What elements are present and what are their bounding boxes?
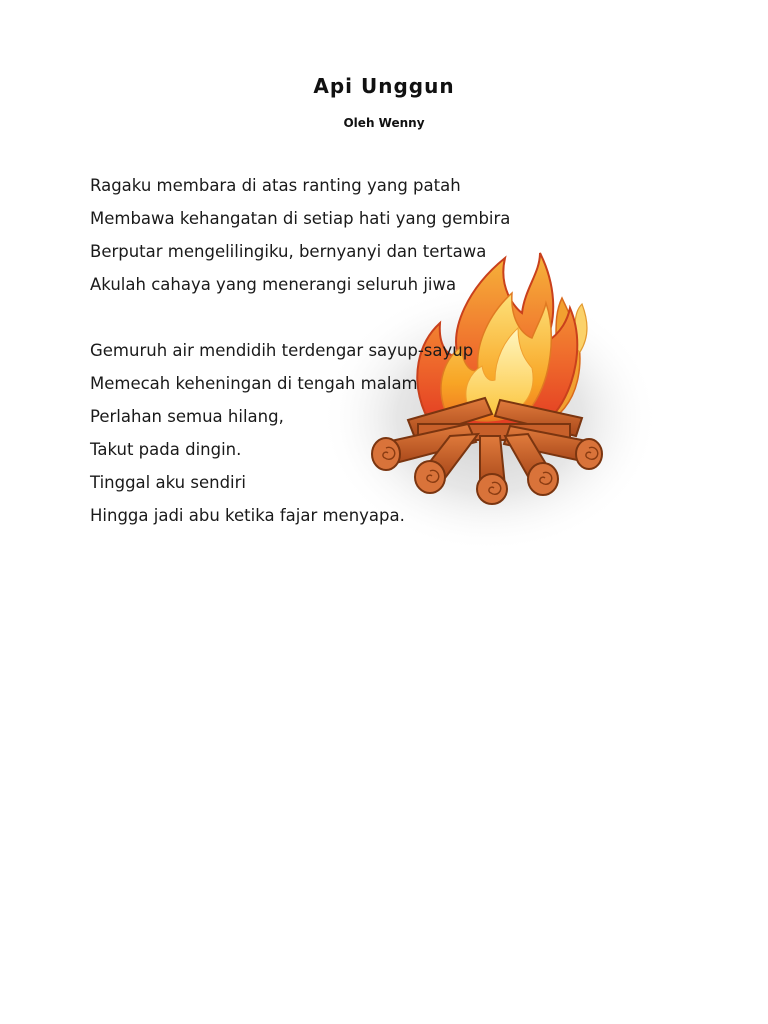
poem-line: Akulah cahaya yang menerangi seluruh jiwa bbox=[90, 275, 457, 294]
poem-author: Oleh Wenny bbox=[343, 116, 425, 130]
poem-line: Hingga jadi abu ketika fajar menyapa. bbox=[90, 506, 405, 525]
poem-line: Perlahan semua hilang, bbox=[90, 407, 284, 426]
stanza-2 bbox=[90, 337, 510, 535]
poem-line: Memecah keheningan di tengah malam bbox=[90, 374, 418, 393]
poem-line: Gemuruh air mendidih terdengar sayup-sayup bbox=[90, 341, 474, 360]
stanza-1 bbox=[90, 172, 510, 304]
poem-line: Tinggal aku sendiri bbox=[90, 473, 246, 492]
poem-title: Api Unggun bbox=[313, 74, 455, 98]
poem-body bbox=[90, 172, 510, 535]
poem-line: Membawa kehangatan di setiap hati yang gembira bbox=[90, 209, 511, 228]
poem-line: Berputar mengelilingiku, bernyanyi dan tertawa bbox=[90, 242, 487, 261]
stanza-spacer bbox=[90, 304, 510, 337]
poem-line: Takut pada dingin. bbox=[90, 440, 242, 459]
poem-line: Ragaku membara di atas ranting yang patah bbox=[90, 176, 461, 195]
